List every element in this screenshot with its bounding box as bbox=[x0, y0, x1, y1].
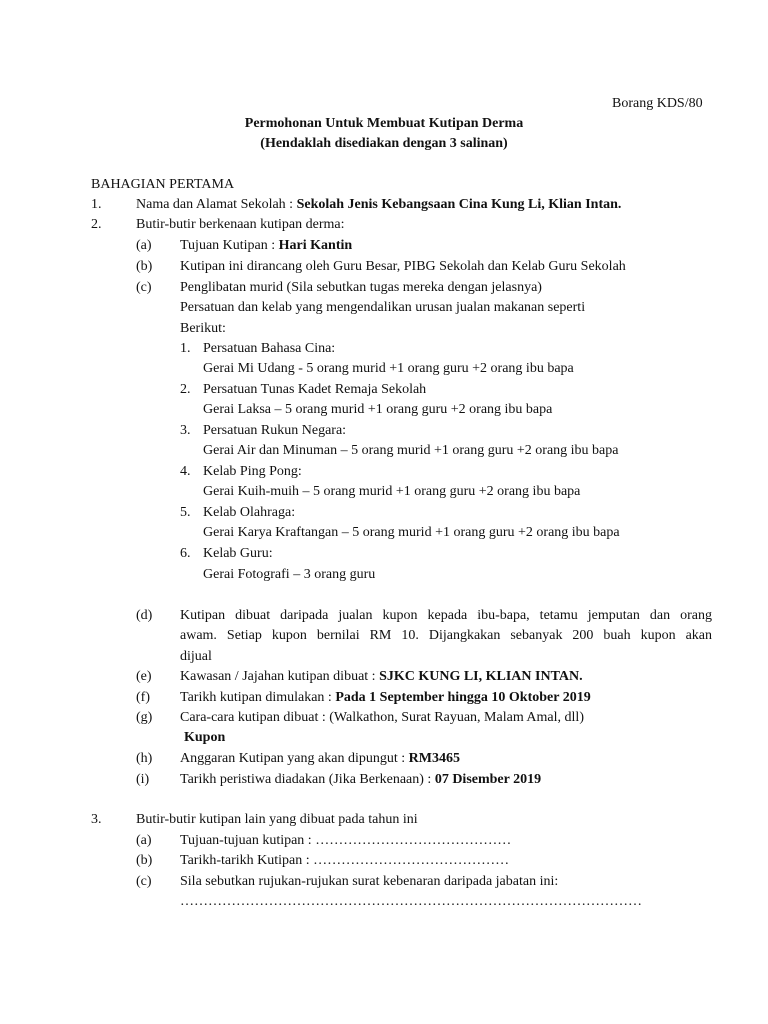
item-3a-purposes: Tujuan-tujuan kutipan : …………………………………… bbox=[180, 833, 512, 848]
item-2g-mark: (g) bbox=[136, 710, 153, 725]
item-3c-mark: (c) bbox=[136, 874, 152, 889]
item-2i-event-date: Tarikh peristiwa diadakan (Jika Berkenaan) : 07 Disember 2019 bbox=[180, 772, 542, 787]
list-item-detail: Gerai Kuih-muih – 5 orang murid +1 orang guru +2 orang ibu bapa bbox=[203, 484, 581, 499]
item-2d-line-3: dijual bbox=[180, 649, 212, 664]
list-item-number: 6. bbox=[180, 546, 191, 561]
item-2f-mark: (f) bbox=[136, 690, 150, 705]
item-2g-method-value: Kupon bbox=[184, 730, 226, 745]
list-item-detail: Gerai Laksa – 5 orang murid +1 orang guru +2 orang ibu bapa bbox=[203, 402, 553, 417]
list-item-detail: Gerai Mi Udang - 5 orang murid +1 orang guru +2 orang ibu bapa bbox=[203, 361, 574, 376]
item-2a-mark: (a) bbox=[136, 238, 152, 253]
item-2d-mark: (d) bbox=[136, 608, 153, 623]
item-3a-mark: (a) bbox=[136, 833, 152, 848]
item-2e-mark: (e) bbox=[136, 669, 152, 684]
item-2i-mark: (i) bbox=[136, 772, 150, 787]
item-2b-organizer: Kutipan ini dirancang oleh Guru Besar, PIBG Sekolah dan Kelab Guru Sekolah bbox=[180, 259, 626, 274]
item-2b-mark: (b) bbox=[136, 259, 153, 274]
item-2f-start-date: Tarikh kutipan dimulakan : Pada 1 September hingga 10 Oktober 2019 bbox=[180, 690, 591, 705]
item-2-label: Butir-butir berkenaan kutipan derma: bbox=[136, 217, 345, 232]
list-item-name: Persatuan Tunas Kadet Remaja Sekolah bbox=[203, 382, 427, 397]
list-item-name: Persatuan Rukun Negara: bbox=[203, 423, 347, 438]
item-3-label: Butir-butir kutipan lain yang dibuat pada tahun ini bbox=[136, 812, 418, 827]
item-2-number: 2. bbox=[91, 217, 102, 232]
item-2g-method-label: Cara-cara kutipan dibuat : (Walkathon, Surat Rayuan, Malam Amal, dll) bbox=[180, 710, 584, 725]
item-2d-line-2: awam. Setiap kupon bernilai RM 10. Dijangkakan sebanyak 200 buah kupon akan bbox=[180, 628, 712, 643]
list-item-detail: Gerai Air dan Minuman – 5 orang murid +1 orang guru +2 orang ibu bapa bbox=[203, 443, 619, 458]
item-2c-line-2: Persatuan dan kelab yang mengendalikan urusan jualan makanan seperti bbox=[180, 300, 586, 315]
list-item-detail: Gerai Fotografi – 3 orang guru bbox=[203, 567, 376, 582]
list-item-detail: Gerai Karya Kraftangan – 5 orang murid +1 orang guru +2 orang ibu bapa bbox=[203, 525, 620, 540]
item-3-number: 3. bbox=[91, 812, 102, 827]
item-2c-line-1: Penglibatan murid (Sila sebutkan tugas mereka dengan jelasnya) bbox=[180, 280, 542, 295]
list-item-number: 1. bbox=[180, 341, 191, 356]
item-2c-mark: (c) bbox=[136, 280, 152, 295]
list-item-number: 4. bbox=[180, 464, 191, 479]
item-2h-mark: (h) bbox=[136, 751, 153, 766]
list-item-name: Kelab Olahraga: bbox=[203, 505, 296, 520]
list-item-name: Persatuan Bahasa Cina: bbox=[203, 341, 336, 356]
item-1-number: 1. bbox=[91, 197, 102, 212]
document-subtitle: (Hendaklah disediakan dengan 3 salinan) bbox=[260, 136, 508, 151]
form-code: Borang KDS/80 bbox=[612, 96, 703, 111]
item-2c-line-3: Berikut: bbox=[180, 321, 226, 336]
item-2a-purpose: Tujuan Kutipan : Hari Kantin bbox=[180, 238, 353, 253]
item-3c-references-label: Sila sebutkan rujukan-rujukan surat kebenaran daripada jabatan ini: bbox=[180, 874, 559, 889]
item-3b-dates: Tarikh-tarikh Kutipan : …………………………………… bbox=[180, 853, 510, 868]
item-2d-line-1: Kutipan dibuat daripada jualan kupon kepada ibu-bapa, tetamu jemputan dan orang bbox=[180, 608, 712, 623]
item-1-school-name: Nama dan Alamat Sekolah : Sekolah Jenis Kebangsaan Cina Kung Li, Klian Intan. bbox=[136, 197, 622, 212]
list-item-number: 2. bbox=[180, 382, 191, 397]
section-title: BAHAGIAN PERTAMA bbox=[91, 177, 235, 192]
blank-field: ……………………………………………………………………………………… bbox=[180, 894, 642, 909]
item-2e-area: Kawasan / Jajahan kutipan dibuat : SJKC KUNG LI, KLIAN INTAN. bbox=[180, 669, 583, 684]
item-3b-mark: (b) bbox=[136, 853, 153, 868]
item-2h-estimate: Anggaran Kutipan yang akan dipungut : RM3465 bbox=[180, 751, 460, 766]
document-title: Permohonan Untuk Membuat Kutipan Derma bbox=[244, 116, 524, 131]
list-item-number: 3. bbox=[180, 423, 191, 438]
blank-field: …………………………………… bbox=[313, 853, 510, 868]
list-item-name: Kelab Ping Pong: bbox=[203, 464, 302, 479]
list-item-name: Kelab Guru: bbox=[203, 546, 273, 561]
list-item-number: 5. bbox=[180, 505, 191, 520]
blank-field: …………………………………… bbox=[315, 833, 512, 848]
